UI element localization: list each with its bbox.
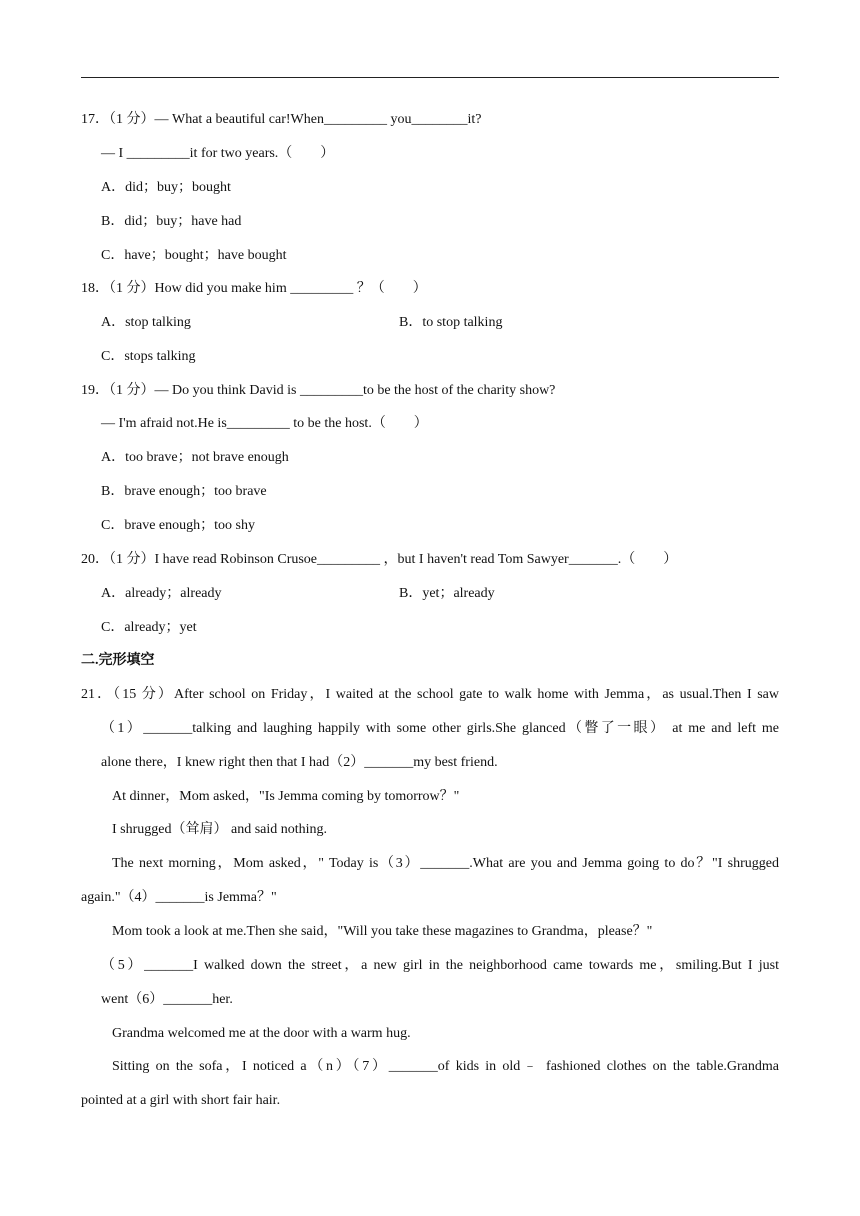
- q17-option-c[interactable]: C．have；bought；have bought: [101, 248, 287, 263]
- q20-option-a[interactable]: A．already；already: [101, 586, 222, 601]
- q21-line-10: went（6）_______her.: [101, 992, 233, 1007]
- q18-stem: 18．（1 分）How did you make him _________ ？（ ）: [81, 281, 427, 296]
- q21-line-1: 21．（15 分）After school on Friday，I waited at the school gate to walk home with Jemma，as usual.Then I saw: [81, 687, 779, 702]
- q18-option-a[interactable]: A．stop talking: [101, 315, 191, 330]
- q21-line-4: At dinner，Mom asked，"Is Jemma coming by tomorrow？": [112, 789, 460, 804]
- q19-reply: — I'm afraid not.He is_________ to be the host.（ ）: [101, 416, 428, 431]
- q21-line-13: pointed at a girl with short fair hair.: [81, 1093, 281, 1108]
- q21-line-9: （5）_______I walked down the street，a new girl in the neighborhood came towards me，smiling.But I just: [101, 958, 779, 973]
- q18-option-b[interactable]: B．to stop talking: [399, 315, 503, 330]
- q19-option-c[interactable]: C．brave enough；too shy: [101, 518, 255, 533]
- section-heading: 二.完形填空: [81, 653, 155, 668]
- q21-line-3: alone there，I knew right then that I had（2）_______my best friend.: [101, 755, 498, 770]
- q21-line-8: Mom took a look at me.Then she said，"Will you take these magazines to Grandma，please？": [112, 924, 653, 939]
- q21-line-5: I shrugged（耸肩） and said nothing.: [112, 822, 328, 837]
- q21-line-6: The next morning，Mom asked，" Today is（3）_______.What are you and Jemma going to do？"I shrugged: [112, 856, 779, 871]
- q17-option-a[interactable]: A．did；buy；bought: [101, 180, 231, 195]
- header-rule: [81, 77, 779, 78]
- q19-option-b[interactable]: B．brave enough；too brave: [101, 484, 267, 499]
- q17-stem: 17．（1 分）— What a beautiful car!When_________ you________it?: [81, 112, 482, 127]
- q19-option-a[interactable]: A．too brave；not brave enough: [101, 450, 289, 465]
- q20-option-b[interactable]: B．yet；already: [399, 586, 495, 601]
- q21-line-7: again."（4）_______is Jemma？": [81, 890, 277, 905]
- q20-stem: 20．（1 分）I have read Robinson Crusoe_________ ，but I haven't read Tom Sawyer_______.（ ）: [81, 552, 678, 567]
- q17-option-b[interactable]: B．did；buy；have had: [101, 214, 242, 229]
- q21-line-11: Grandma welcomed me at the door with a warm hug.: [112, 1026, 411, 1041]
- q17-reply: — I _________it for two years.（ ）: [101, 146, 335, 161]
- q19-stem: 19．（1 分）— Do you think David is _________to be the host of the charity show?: [81, 383, 556, 398]
- q21-line-2: （1）_______talking and laughing happily with some other girls.She glanced（瞥了一眼） at me and left me: [101, 721, 779, 736]
- q20-option-c[interactable]: C．already；yet: [101, 620, 197, 635]
- q21-line-12: Sitting on the sofa，I noticed a（n）（7）_______of kids in old﹣ fashioned clothes on the table.Grandma: [112, 1059, 779, 1074]
- q18-option-c[interactable]: C．stops talking: [101, 349, 196, 364]
